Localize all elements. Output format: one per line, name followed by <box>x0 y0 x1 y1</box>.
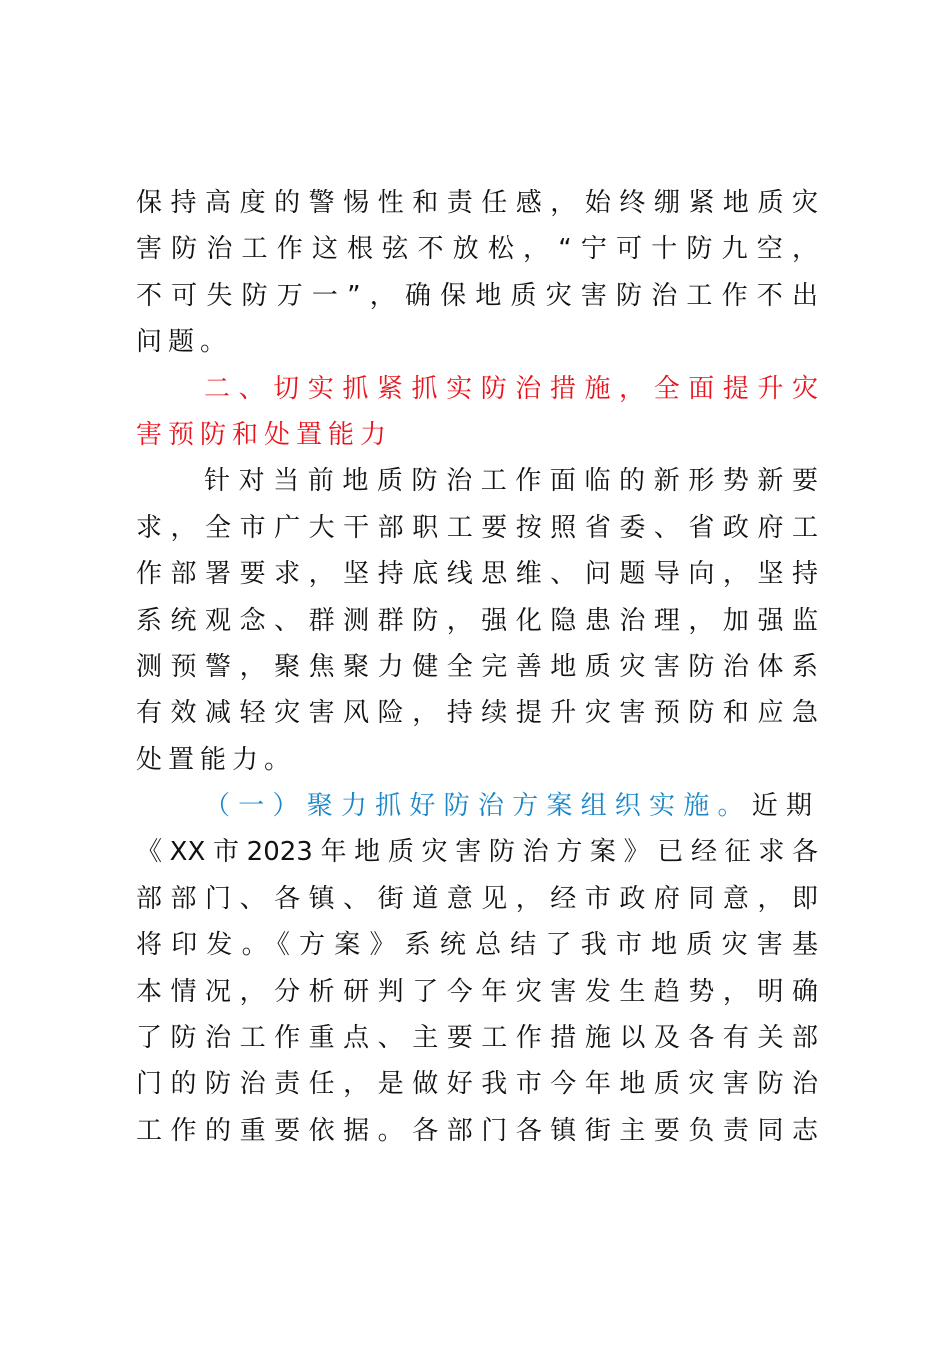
paragraph-requirements <box>136 458 818 783</box>
text-line: 系统观念、群测群防，强化隐患治理，加强监 <box>136 605 818 636</box>
text-line: 《XX市2023年地质灾害防治方案》已经征求各 <box>136 837 818 868</box>
text-line: 部部门、各镇、街道意见，经市政府同意，即 <box>136 883 818 914</box>
text-line: 处置能力。 <box>136 744 297 775</box>
subheading-tail: 近期 <box>751 791 818 822</box>
text-line: 门的防治责任，是做好我市今年地质灾害防治 <box>136 1069 818 1100</box>
text-line: 了防治工作重点、主要工作措施以及各有关部 <box>136 1023 818 1054</box>
subheading: （一）聚力抓好防治方案组织实施。 <box>204 791 752 822</box>
text-line: 将印发。《方案》系统总结了我市地质灾害基 <box>136 930 818 961</box>
text-line: 有效减轻灾害风险，持续提升灾害预防和应急 <box>136 698 818 729</box>
text-line: 作部署要求，坚持底线思维、问题导向，坚持 <box>136 559 818 590</box>
paragraph-vigilance <box>136 180 818 366</box>
heading-line: 害预防和处置能力 <box>136 419 393 450</box>
text-line: 求，全市广大干部职工要按照省委、省政府工 <box>136 512 818 543</box>
text-line: 问题。 <box>136 327 233 358</box>
section-heading-2 <box>136 366 818 459</box>
text-line: 工作的重要依据。各部门各镇街主要负责同志 <box>136 1115 818 1146</box>
text-line: 针对当前地质防治工作面临的新形势新要 <box>204 466 818 497</box>
paragraph-plan-implementation <box>136 783 818 1154</box>
text-line <box>136 783 818 829</box>
heading-line: 二、切实抓紧抓实防治措施，全面提升灾 <box>204 373 818 404</box>
document-body <box>136 180 818 1154</box>
text-line: 保持高度的警惕性和责任感，始终绷紧地质灾 <box>136 188 818 218</box>
text-line: 本情况，分析研判了今年灾害发生趋势，明确 <box>136 976 818 1007</box>
text-line: 不可失防万一”，确保地质灾害防治工作不出 <box>136 280 818 311</box>
text-line: 测预警，聚焦聚力健全完善地质灾害防治体系 <box>136 651 818 682</box>
text-line: 害防治工作这根弦不放松，“宁可十防九空， <box>136 234 818 265</box>
